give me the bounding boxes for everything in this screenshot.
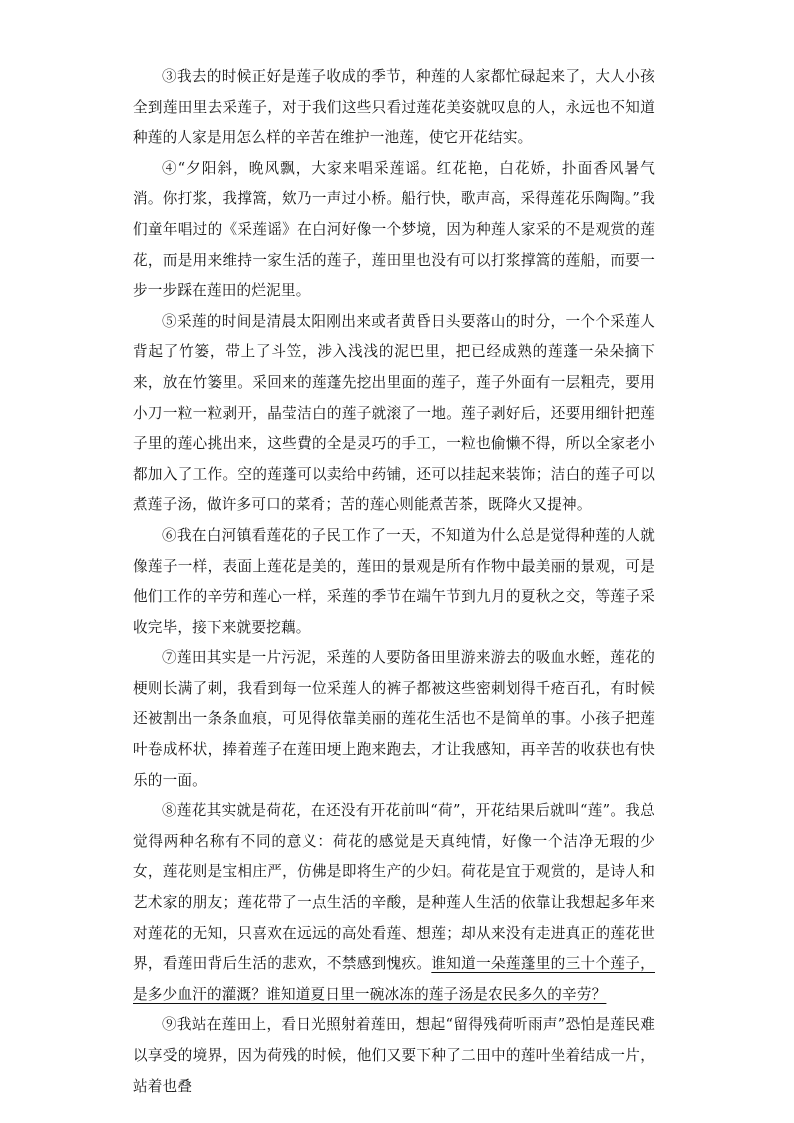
article-body — [133, 62, 655, 1102]
paragraph-3: ③我去的时候正好是莲子收成的季节，种莲的人家都忙碌起来了，大人小孩全到莲田里去采莲子，对于我们这些只看过莲花美姿就叹息的人，永远也不知道种莲的人家是用怎么样的辛苦在维护一池莲，使它开花结实。 — [133, 68, 655, 147]
paragraph-8 — [133, 796, 655, 1010]
paragraph-9: ⑨我站在莲田上，看日光照射着莲田，想起“留得残荷听雨声”恐怕是莲民难以享受的境界，因为荷残的时候，他们又要下种了二田中的莲叶坐着结成一片，站着也叠 — [133, 1016, 655, 1095]
paragraph-4: ④“夕阳斜，晚风飘，大家来唱采莲谣。红花艳，白花娇，扑面香风暑气消。你打浆，我撑篙，欸乃一声过小桥。船行快，歌声高，采得莲花乐陶陶。”我们童年唱过的《采莲谣》在白河好像一个梦境，因为种莲人家采的不是观赏的莲花，而是用来维持一家生活的莲子，莲田里也没有可以打浆撑篙的莲船，而要一步一步踩在莲田的烂泥里。 — [133, 159, 655, 300]
paragraph-7: ⑦莲田其实是一片污泥，采莲的人要防备田里游来游去的吸血水蛭，莲花的梗则长满了刺，我看到每一位采莲人的裤子都被这些密刺划得千疮百孔，有时候还被割出一条条血痕，可见得依靠美丽的莲花生活也不是简单的事。小孩子把莲叶卷成杯状，捧着莲子在莲田埂上跑来跑去，才让我感知，再辛苦的收获也有快乐的一面。 — [133, 649, 655, 789]
paragraph-8-text: ⑧莲花其实就是荷花，在还没有开花前叫“荷”，开花结果后就叫“莲”。我总觉得两种名称有不同的意义：荷花的感觉是天真纯情，好像一个洁净无瑕的少女，莲花则是宝相庄严，仿佛是即将生产的少妇。荷花是宜于观赏的，是诗人和艺术家的朋友；莲花带了一点生活的辛酸，是种莲人生活的依靠让我想起多年来对莲花的无知，只喜欢在远远的高处看莲、想莲；却从来没有走进真正的莲花世界，看莲田背后生活的悲欢，不禁感到愧疚。 — [133, 802, 655, 973]
paragraph-5: ⑤采莲的时间是清晨太阳刚出来或者黄昏日头要落山的时分，一个个采莲人背起了竹篓，带上了斗笠，涉入浅浅的泥巴里，把已经成熟的莲蓬一朵朵摘下来，放在竹篓里。采回来的莲蓬先挖出里面的莲子，莲子外面有一层粗壳，要用小刀一粒一粒剥开，晶莹洁白的莲子就滚了一地。莲子剥好后，还要用细针把莲子里的莲心挑出来，这些費的全是灵巧的手工，一粒也偷懒不得，所以全家老小都加入了工作。空的莲蓬可以卖给中药铺，还可以挂起来装饰；洁白的莲子可以煮莲子汤，做许多可口的菜肴；苦的莲心则能煮苦茶，既降火又提神。 — [133, 312, 655, 514]
underlined-question-sentence: 谁知道一朵莲蓬里的三十个莲子，是多少血汗的灌溉？谁知道夏日里一碗冰冻的莲子汤是农民多久的辛劳？ — [133, 955, 655, 1003]
paragraph-6: ⑥我在白河镇看莲花的子民工作了一天，不知道为什么总是觉得种莲的人就像莲子一样，表面上莲花是美的，莲田的景观是所有作物中最美丽的景观，可是他们工作的辛劳和莲心一样，采莲的季节在端午节到九月的夏秋之交，等莲子采收完毕，接下来就要挖藕。 — [133, 526, 655, 636]
